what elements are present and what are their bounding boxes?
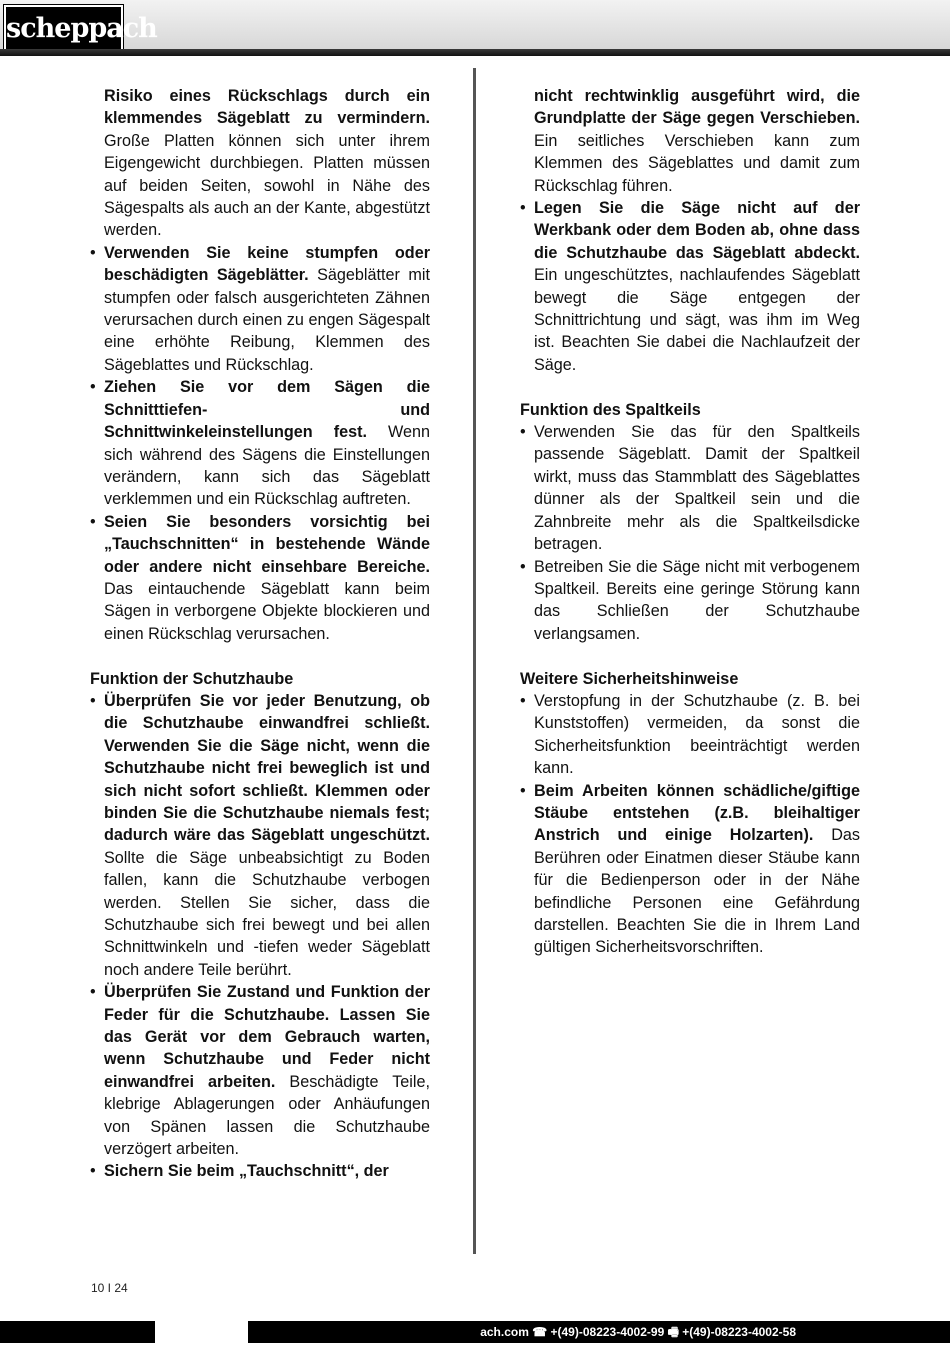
item-bold-text: Verwenden Sie keine stumpfen oder beschädigten Sägeblätter.	[104, 243, 430, 285]
item-text: Verstopfung in der Schutzhaube (z. B. bei Kunststoffen) vermeiden, da sonst die Sicherheitsfunktion beeinträchtigt werden kann.	[534, 691, 860, 778]
item-text: Große Platten können sich unter ihrem Eigengewicht durchbiegen. Platten müssen auf beiden Seiten, sowohl in Nähe des Sägespalts als auch an der Kante, abgestützt werden.	[104, 131, 430, 240]
footer-gap	[155, 1321, 248, 1343]
item-text: Sägeblätter mit stumpfen oder falsch ausgerichteten Zähnen verursachen durch einen zu engen Sägespalt eine erhöhte Reibung, Klemmen des Sägeblattes und Rückschlag.	[104, 266, 430, 374]
item-text: Wenn sich während des Sägens die Einstellungen verändern, kann sich das Sägeblatt verklemmen und ein Rückschlag auftreten.	[104, 423, 430, 509]
section-heading-spaltkeil: Funktion des Spaltkeils	[520, 400, 701, 419]
item-text: Verwenden Sie das für den Spaltkeils passende Sägeblatt. Damit der Spaltkeil wirkt, muss das Stammblatt des Sägeblattes dünner als der Spaltkeil sein und die Zahnbreite mehr als die Spaltkeilsdicke betragen.	[534, 423, 860, 554]
schutzhaube-list	[90, 690, 430, 1183]
list-item	[90, 981, 430, 1160]
item-bold-text: Beim Arbeiten können schädliche/giftige Stäube entstehen (z.B. bleihaltiger Anstrich und einige Holzarten).	[534, 781, 860, 845]
item-bold-text: nicht rechtwinklig ausgeführt wird, die Grundplatte der Säge gegen Verschieben.	[534, 87, 860, 128]
left-column	[90, 85, 430, 1183]
list-item	[90, 511, 430, 645]
item-text: Betreiben Sie die Säge nicht mit verbogenem Spaltkeil. Bereits eine geringe Störung kann das Schließen der Schutzhaube verlangsamen.	[534, 557, 860, 643]
list-item	[520, 197, 860, 376]
item-bold-text: Sichern Sie beim „Tauchschnitt“, der	[104, 1162, 389, 1181]
item-bold-text: Risiko eines Rückschlags durch ein klemmendes Sägeblatt zu vermindern.	[104, 87, 430, 128]
item-bold-text: Seien Sie besonders vorsichtig bei „Tauchschnitten“ in bestehende Wände oder andere nicht einsehbare Bereiche.	[104, 512, 430, 576]
item-bold-text: Ziehen Sie vor dem Sägen die Schnitttiefen- und Schnittwinkeleinstellungen fest.	[104, 378, 430, 442]
left-bullet-list	[90, 85, 430, 645]
column-divider	[473, 68, 476, 1254]
page-number: 10 I 24	[91, 1281, 128, 1295]
page-footer	[0, 1321, 950, 1343]
item-bold-text: Überprüfen Sie vor jeder Benutzung, ob die Schutzhaube einwandfrei schließt. Verwenden Sie die Säge nicht, wenn die Schutzhaube nicht frei beweglich ist und sich nicht sofort schließt. Klemmen oder binden Sie die Schutzhaube niemals fest; dadurch wäre das Sägeblatt ungeschützt.	[104, 691, 430, 845]
item-text: Sollte die Säge unbeabsichtigt zu Boden fallen, kann die Schutzhaube verbogen werden. Stellen Sie sicher, dass die Schutzhaube sich frei bewegt und bei allen Schnittwinkeln und -tiefen weder Sägeblatt noch andere Teile berührt.	[104, 848, 430, 979]
brand-logo: scheppach	[4, 5, 123, 53]
header-rule	[0, 49, 950, 56]
list-item	[90, 242, 430, 376]
list-item	[520, 780, 860, 959]
list-item	[520, 421, 860, 555]
list-item	[90, 690, 430, 981]
item-bold-text: Legen Sie die Säge nicht auf der Werkbank oder dem Boden ab, ohne dass die Schutzhaube das Sägeblatt abdeckt.	[534, 199, 860, 262]
item-text: Beschädigte Teile, klebrige Ablagerungen oder Anhäufungen von Spänen lassen die Schutzhaube verzögert arbeiten.	[104, 1072, 430, 1159]
spaltkeil-list	[520, 421, 860, 645]
list-item-continued	[520, 85, 860, 197]
list-item	[520, 556, 860, 646]
right-bullet-list	[520, 85, 860, 376]
sicherheit-list	[520, 690, 860, 959]
list-item-continued	[90, 85, 430, 242]
list-item	[90, 376, 430, 510]
item-text: Das eintauchende Sägeblatt kann beim Sägen in verborgene Objekte blockieren und einen Rückschlag verursachen.	[104, 579, 430, 643]
item-text: Ein seitliches Verschieben kann zum Klemmen des Sägeblattes und damit zum Rückschlag führen.	[534, 131, 860, 195]
right-column	[520, 85, 860, 959]
section-heading-sicherheit: Weitere Sicherheitshinweise	[520, 669, 739, 688]
section-heading-schutzhaube: Funktion der Schutzhaube	[90, 669, 294, 688]
footer-contact: ach.com ☎ +(49)-08223-4002-99 🖷 +(49)-08223-4002-58	[480, 1325, 796, 1339]
item-text: Das Berühren oder Einatmen dieser Stäube kann für die Bedienperson oder in der Nähe befindliche Personen eine Gefährdung darstellen. Beachten Sie die in Ihrem Land gültigen Sicherheitsvorschriften.	[534, 826, 860, 957]
page-header	[0, 0, 950, 52]
list-item	[520, 690, 860, 780]
item-text: Ein ungeschütztes, nachlaufendes Sägeblatt bewegt die Säge entgegen der Schnittrichtung und sägt, was ihm im Weg ist. Beachten Sie dabei die Nachlaufzeit der Säge.	[534, 266, 860, 374]
list-item	[90, 1160, 430, 1182]
item-bold-text: Überprüfen Sie Zustand und Funktion der Feder für die Schutzhaube. Lassen Sie das Gerät vor dem Gebrauch warten, wenn Schutzhaube und Feder nicht einwandfrei arbeiten.	[104, 983, 430, 1091]
